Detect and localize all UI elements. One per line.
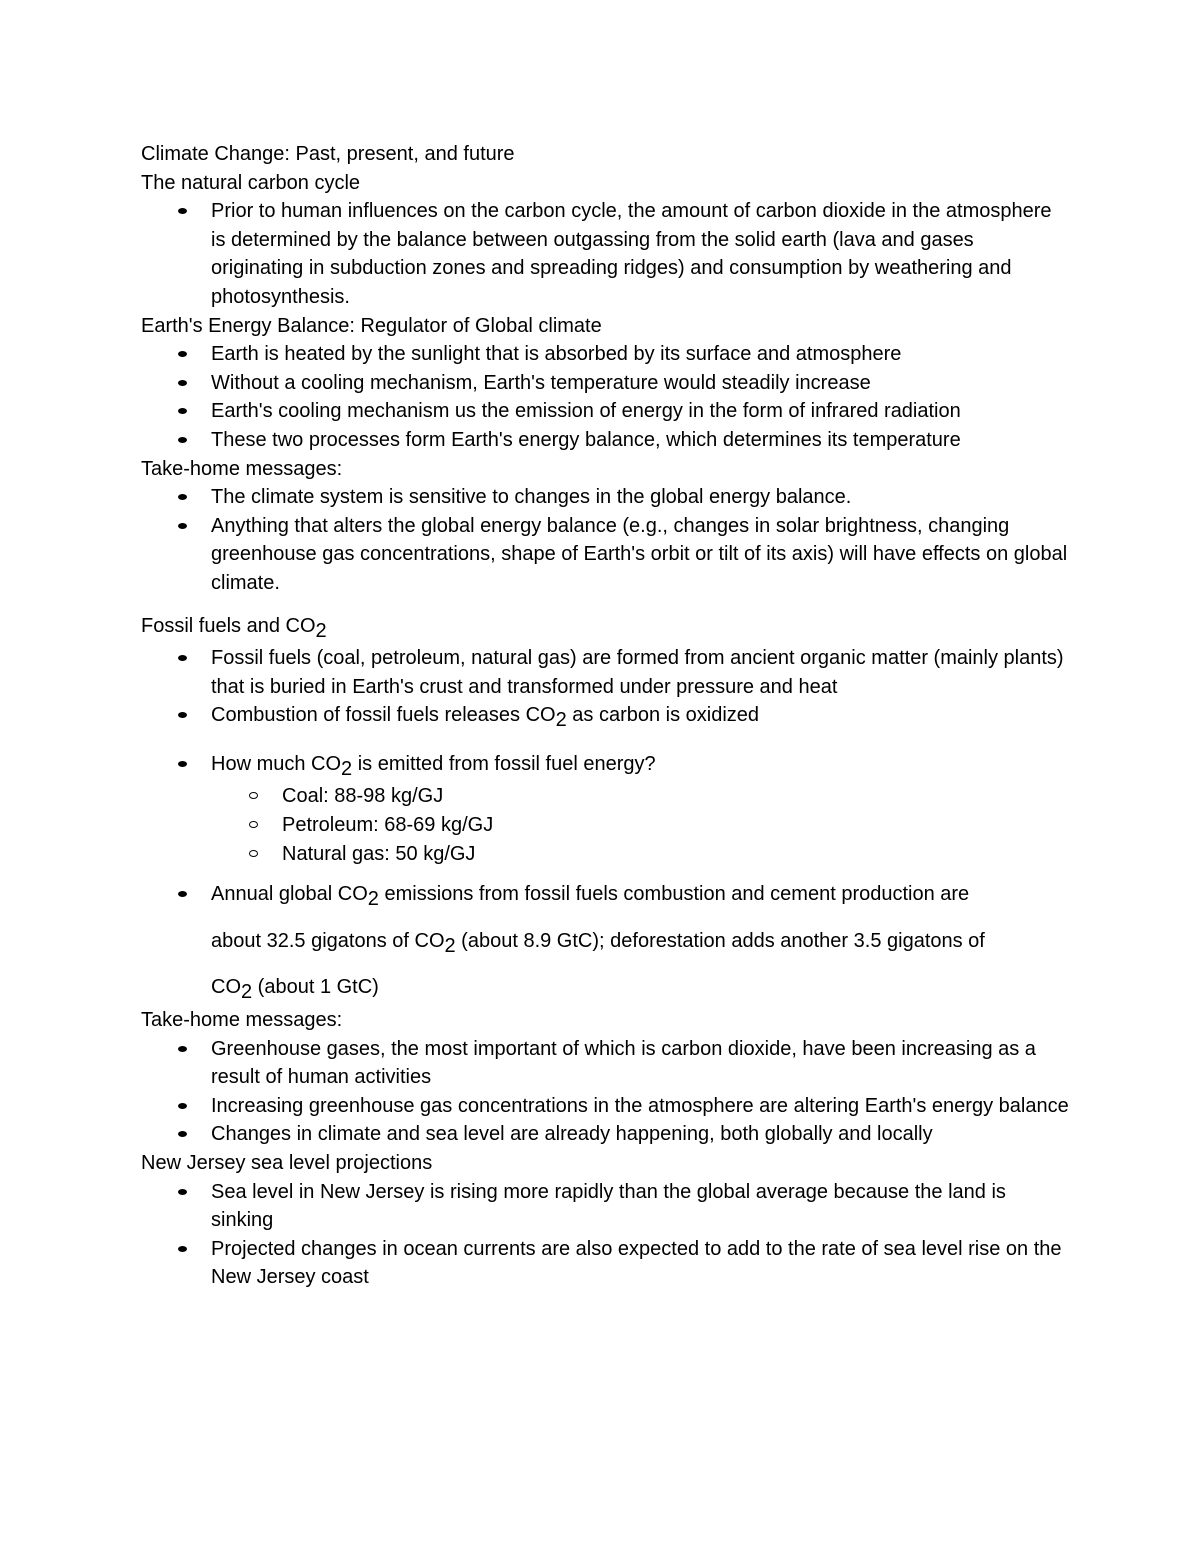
sub-list-item: Coal: 88-98 kg/GJ — [211, 782, 1071, 811]
takehome-1-list — [141, 483, 1071, 597]
list-item: Earth is heated by the sunlight that is absorbed by its surface and atmosphere — [141, 340, 1071, 369]
carbon-cycle-list — [141, 197, 1071, 311]
subscript-2: 2 — [367, 888, 379, 911]
item-text: (about 8.9 GtC); deforestation adds another 3.5 gigatons of — [455, 929, 985, 952]
sub-list-item: Natural gas: 50 kg/GJ — [211, 840, 1071, 869]
list-item: Prior to human influences on the carbon cycle, the amount of carbon dioxide in the atmosphere is determined by the balance between outgassing from the solid earth (lava and gases originating in subduction zones and spreading ridges) and consumption by weathering and photosynthesis. — [141, 197, 1071, 311]
list-item: Projected changes in ocean currents are also expected to add to the rate of sea level rise on the New Jersey coast — [141, 1235, 1071, 1292]
subscript-2: 2 — [341, 757, 353, 780]
subscript-2: 2 — [315, 619, 327, 642]
fossil-heading-text: Fossil fuels and CO — [141, 614, 316, 637]
list-item: Anything that alters the global energy balance (e.g., changes in solar brightness, changing greenhouse gas concentrations, shape of Earth's orbit or tilt of its axis) will have effects on global climate. — [141, 512, 1071, 598]
list-item: Earth's cooling mechanism us the emission of energy in the form of infrared radiation — [141, 397, 1071, 426]
list-item: These two processes form Earth's energy balance, which determines its temperature — [141, 426, 1071, 455]
item-text: emissions from fossil fuels combustion and cement production are — [378, 883, 970, 906]
item-line — [211, 927, 1071, 956]
item-text: (about 1 GtC) — [252, 976, 379, 999]
section-heading-new-jersey: New Jersey sea level projections — [141, 1152, 433, 1174]
list-item: Increasing greenhouse gas concentrations in the atmosphere are altering Earth's energy balance — [141, 1092, 1071, 1121]
subscript-2: 2 — [555, 709, 567, 732]
emission-factors-list — [141, 782, 1071, 868]
list-item: Fossil fuels (coal, petroleum, natural gas) are formed from ancient organic matter (mainly plants) that is buried in Earth's crust and transformed under pressure and heat — [141, 644, 1071, 701]
subscript-2: 2 — [241, 981, 253, 1004]
item-text: Combustion of fossil fuels releases CO — [211, 704, 556, 727]
item-text: Annual global CO — [211, 883, 368, 906]
page-title: Climate Change: Past, present, and future — [141, 143, 515, 165]
list-item — [141, 750, 1071, 868]
item-text: is emitted from fossil fuel energy? — [352, 752, 656, 775]
sub-list-item: Petroleum: 68-69 kg/GJ — [211, 811, 1071, 840]
item-text: How much CO — [211, 752, 342, 775]
subscript-2: 2 — [444, 934, 456, 957]
item-text: CO — [211, 976, 241, 999]
section-heading-takehome-2: Take-home messages: — [141, 1009, 343, 1032]
energy-balance-list — [141, 340, 1071, 454]
list-item: The climate system is sensitive to changes in the global energy balance. — [141, 483, 1071, 512]
section-heading-energy-balance: Earth's Energy Balance: Regulator of Global climate — [141, 314, 602, 337]
item-line — [211, 973, 1071, 1002]
section-heading-takehome-1: Take-home messages: — [141, 457, 343, 480]
list-item: Without a cooling mechanism, Earth's temperature would steadily increase — [141, 369, 1071, 398]
list-item: Sea level in New Jersey is rising more rapidly than the global average because the land is sinking — [141, 1178, 1071, 1235]
new-jersey-list — [141, 1178, 1071, 1292]
fossil-fuels-list — [141, 644, 1071, 1002]
takehome-2-list — [141, 1035, 1071, 1149]
item-line — [211, 880, 1071, 909]
item-text: about 32.5 gigatons of CO — [211, 929, 445, 952]
section-heading-carbon-cycle: The natural carbon cycle — [141, 171, 361, 194]
document-body — [141, 140, 1071, 1292]
item-text: as carbon is oxidized — [566, 704, 760, 727]
list-item: Changes in climate and sea level are already happening, both globally and locally — [141, 1120, 1071, 1149]
list-item: Greenhouse gases, the most important of which is carbon dioxide, have been increasing as a result of human activities — [141, 1035, 1071, 1092]
list-item — [141, 880, 1071, 1002]
list-item — [141, 701, 1071, 730]
section-heading-fossil-fuels — [141, 612, 1071, 641]
